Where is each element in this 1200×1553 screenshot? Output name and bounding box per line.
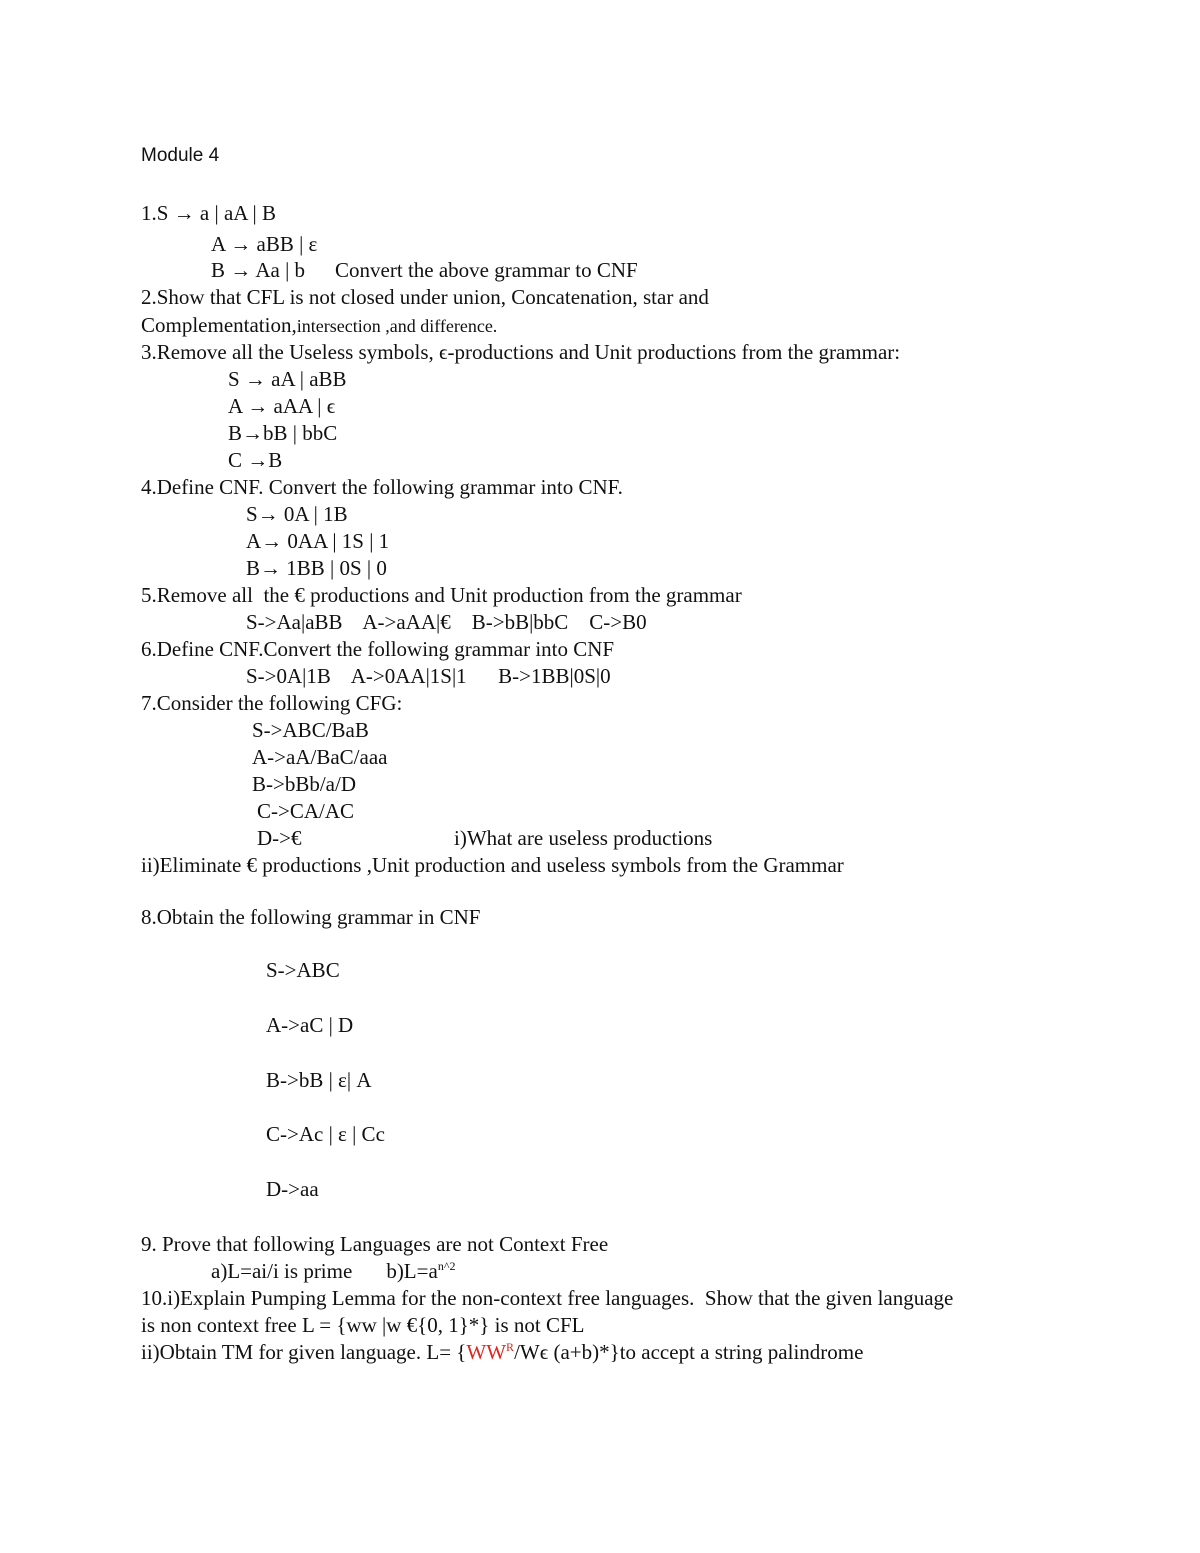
q8-line1: 8.Obtain the following grammar in CNF [141, 905, 481, 929]
q9-part-a: a)L=ai/i is prime [211, 1259, 353, 1283]
q8-rule: A->aC | D [266, 1013, 354, 1037]
q10-line3-pre: ii)Obtain TM for given language. L= { [141, 1340, 467, 1364]
q6-rules: S->0A|1B A->0AA|1S|1 B->1BB|0S|0 [246, 664, 611, 688]
q9-part-b: b)L=a [386, 1259, 438, 1283]
q7-line1: 7.Consider the following CFG: [141, 691, 403, 715]
q2-line1: 2.Show that CFL is not closed under union, Concatenation, star and [141, 285, 709, 309]
q10-palindrome-ww: WW [466, 1340, 507, 1364]
q5-rules: S->Aa|aBB A->aAA|€ B->bB|bbC C->B0 [246, 610, 647, 634]
q7-rule: A->aA/BaC/aaa [252, 745, 388, 769]
q7-part-i: i)What are useless productions [454, 826, 713, 850]
q4-rule: B→ 1BB | 0S | 0 [246, 556, 387, 580]
q9-line1: 9. Prove that following Languages are not Context Free [141, 1232, 609, 1256]
q7-rule: B->bBb/a/D [252, 772, 357, 796]
q3-rule: A → aAA | ϵ [228, 394, 336, 418]
q4-rule: S→ 0A | 1B [246, 502, 348, 526]
q7-rule: C->CA/AC [257, 799, 355, 823]
q9-parts [211, 1258, 455, 1285]
q8-rule: S->ABC [266, 958, 340, 982]
q10-reverse-superscript: R [506, 1340, 515, 1354]
q4-line1: 4.Define CNF. Convert the following grammar into CNF. [141, 475, 623, 499]
q8-rule: C->Ac | ε | Cc [266, 1122, 385, 1146]
q3-rule: C →B [228, 448, 283, 472]
q1-instruction: Convert the above grammar to CNF [335, 258, 638, 282]
q7-rule: S->ABC/BaB [252, 718, 369, 742]
q2-line2a: Complementation, [141, 313, 297, 337]
q4-rule: A→ 0AA | 1S | 1 [246, 529, 390, 553]
q1-line1: 1.S → a | aA | B [141, 201, 276, 225]
q6-line1: 6.Define CNF.Convert the following grammar into CNF [141, 637, 615, 661]
q3-rule: S → aA | aBB [228, 367, 347, 391]
q1-rule-b: B → Aa | b [211, 258, 306, 282]
q10-line3-post: /Wϵ (a+b)*}to accept a string palindrome [514, 1340, 864, 1364]
q5-line1: 5.Remove all the € productions and Unit production from the grammar [141, 583, 742, 607]
q2-line2b: intersection ,and difference. [296, 316, 498, 336]
q1-line2: A → aBB | ε [211, 232, 318, 256]
q8-rule: D->aa [266, 1177, 319, 1201]
q3-line1: 3.Remove all the Useless symbols, ϵ-productions and Unit productions from the grammar: [141, 340, 901, 364]
q7-part-ii: ii)Eliminate € productions ,Unit production and useless symbols from the Grammar [141, 853, 844, 877]
q10-line1: 10.i)Explain Pumping Lemma for the non-context free languages. Show that the given language [141, 1286, 954, 1310]
module-title: Module 4 [141, 145, 220, 166]
q8-rule: B->bB | ε| A [266, 1068, 372, 1092]
q2-line2 [141, 312, 497, 340]
q10-line2: is non context free L = {ww |w €{0, 1}*} is not CFL [141, 1313, 585, 1337]
q7-rule: D->€ [257, 826, 302, 850]
q9-part-b-exponent: n^2 [437, 1259, 456, 1273]
q1-line3 [211, 257, 638, 284]
q10-line3 [141, 1339, 863, 1366]
q3-rule: B→bB | bbC [228, 421, 338, 445]
